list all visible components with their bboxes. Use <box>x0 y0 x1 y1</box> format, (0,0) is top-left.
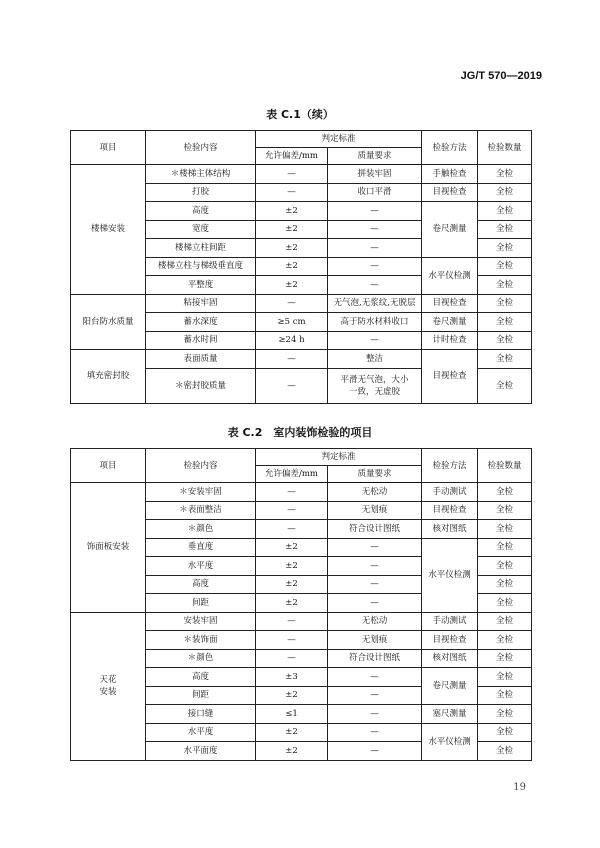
cell-quality: 无松动 <box>328 612 422 631</box>
cell-content: 水平度 <box>146 557 256 576</box>
cell-quality: — <box>328 575 422 594</box>
cell-quantity: 全检 <box>478 313 532 332</box>
col-header-item: 项目 <box>71 131 146 165</box>
cell-tolerance: — <box>256 501 328 520</box>
cell-quantity: 全检 <box>478 368 532 403</box>
cell-content: 间距 <box>146 686 256 705</box>
cell-tolerance: — <box>256 294 328 313</box>
cell-content: 水平面度 <box>146 742 256 761</box>
cell-content: 打胶 <box>146 183 256 202</box>
cell-quality: — <box>328 557 422 576</box>
cell-method: 目视检查 <box>422 183 478 202</box>
cell-quality: 拼装牢固 <box>328 165 422 184</box>
cell-tolerance: ±2 <box>256 686 328 705</box>
cell-quantity: 全检 <box>478 705 532 724</box>
cell-content: 安装牢固 <box>146 612 256 631</box>
col-header-tolerance: 允许偏差/mm <box>256 466 328 483</box>
cell-content: ＊表面整洁 <box>146 501 256 520</box>
group-label: 填充密封胶 <box>71 350 146 404</box>
cell-quality: — <box>328 705 422 724</box>
table-row <box>71 612 532 631</box>
col-header-criteria: 判定标准 <box>256 131 422 148</box>
cell-content: 高度 <box>146 202 256 221</box>
cell-tolerance: ≥5 cm <box>256 313 328 332</box>
cell-quantity: 全检 <box>478 723 532 742</box>
cell-method: 塞尺测量 <box>422 705 478 724</box>
cell-tolerance: — <box>256 520 328 539</box>
cell-tolerance: ±2 <box>256 557 328 576</box>
cell-content: 高度 <box>146 668 256 687</box>
cell-quality <box>328 368 422 403</box>
cell-tolerance: — <box>256 368 328 403</box>
col-header-tolerance: 允许偏差/mm <box>256 148 328 165</box>
cell-quality: 无划痕 <box>328 501 422 520</box>
table-c1 <box>70 130 532 404</box>
group-label: 阳台防水质量 <box>71 294 146 350</box>
cell-quality: — <box>328 723 422 742</box>
col-header-quality: 质量要求 <box>328 148 422 165</box>
cell-content: ＊密封胶质量 <box>146 368 256 403</box>
cell-content: 粘接牢固 <box>146 294 256 313</box>
cell-quantity: 全检 <box>478 239 532 258</box>
cell-quality: — <box>328 594 422 613</box>
cell-quality: — <box>328 239 422 258</box>
cell-method: 手动测试 <box>422 612 478 631</box>
cell-content: 水平度 <box>146 723 256 742</box>
cell-quality-line: 平滑无气泡，大小 <box>340 374 409 385</box>
cell-method-merged: 水平仪检测 <box>422 723 478 760</box>
cell-method: 目视检查 <box>422 631 478 650</box>
cell-quantity: 全检 <box>478 276 532 295</box>
cell-quality: — <box>328 538 422 557</box>
cell-content: ＊颜色 <box>146 649 256 668</box>
cell-tolerance: ±2 <box>256 575 328 594</box>
cell-quality: — <box>328 220 422 239</box>
cell-content: ＊安装牢固 <box>146 483 256 502</box>
cell-tolerance: ±2 <box>256 202 328 221</box>
cell-tolerance: ±2 <box>256 239 328 258</box>
cell-content: ＊装饰面 <box>146 631 256 650</box>
col-header-quantity: 检验数量 <box>478 131 532 165</box>
col-header-method: 检验方法 <box>422 449 478 483</box>
cell-tolerance: — <box>256 183 328 202</box>
cell-quantity: 全检 <box>478 668 532 687</box>
cell-method-merged: 卷尺测量 <box>422 202 478 258</box>
cell-tolerance: ±2 <box>256 276 328 295</box>
cell-method-merged: 水平仪检测 <box>422 538 478 612</box>
cell-tolerance: — <box>256 350 328 369</box>
cell-quantity: 全检 <box>478 202 532 221</box>
cell-quantity: 全检 <box>478 331 532 350</box>
cell-content: 蓄水时间 <box>146 331 256 350</box>
cell-content: 楼梯立柱与梯级垂直度 <box>146 257 256 276</box>
cell-quality: 符合设计图纸 <box>328 649 422 668</box>
cell-content: 表面质量 <box>146 350 256 369</box>
table2-caption: 表 C.2 室内装饰检验的项目 <box>227 426 373 439</box>
cell-tolerance: ±2 <box>256 538 328 557</box>
col-header-criteria: 判定标准 <box>256 449 422 466</box>
table-row <box>71 350 532 369</box>
cell-method: 核对图纸 <box>422 520 478 539</box>
table-row <box>71 483 532 502</box>
cell-quantity: 全检 <box>478 165 532 184</box>
col-header-quantity: 检验数量 <box>478 449 532 483</box>
cell-quality: — <box>328 331 422 350</box>
cell-quality-line: 一致，无虚胶 <box>349 386 401 397</box>
cell-tolerance: ±2 <box>256 742 328 761</box>
cell-method: 目视检查 <box>422 501 478 520</box>
cell-quality: 高于防水材料收口 <box>328 313 422 332</box>
cell-content: 接口缝 <box>146 705 256 724</box>
cell-content: 楼梯立柱间距 <box>146 239 256 258</box>
group-label-line: 天花 <box>99 675 117 685</box>
cell-quantity: 全检 <box>478 294 532 313</box>
group-label: 楼梯安装 <box>71 165 146 295</box>
cell-quantity: 全检 <box>478 257 532 276</box>
table-row <box>71 294 532 313</box>
cell-quantity: 全检 <box>478 183 532 202</box>
col-header-content: 检验内容 <box>146 449 256 483</box>
cell-quality: 整洁 <box>328 350 422 369</box>
group-label <box>71 612 146 760</box>
cell-tolerance: — <box>256 631 328 650</box>
cell-quality: 符合设计图纸 <box>328 520 422 539</box>
cell-method-merged: 卷尺测量 <box>422 668 478 705</box>
cell-quantity: 全检 <box>478 483 532 502</box>
col-header-content: 检验内容 <box>146 131 256 165</box>
cell-content: 垂直度 <box>146 538 256 557</box>
cell-tolerance: ≤1 <box>256 705 328 724</box>
cell-quality: — <box>328 257 422 276</box>
cell-quantity: 全检 <box>478 538 532 557</box>
cell-content: 间距 <box>146 594 256 613</box>
cell-quality: 收口平滑 <box>328 183 422 202</box>
cell-quality: — <box>328 742 422 761</box>
cell-tolerance: ±2 <box>256 220 328 239</box>
cell-quality: — <box>328 686 422 705</box>
table-row <box>71 165 532 184</box>
cell-method: 手触检查 <box>422 165 478 184</box>
group-label: 饰面板安装 <box>71 483 146 613</box>
cell-content: 蓄水深度 <box>146 313 256 332</box>
cell-tolerance: ±2 <box>256 257 328 276</box>
cell-method: 目视检查 <box>422 294 478 313</box>
group-label-line: 安装 <box>99 687 117 697</box>
cell-quantity: 全检 <box>478 612 532 631</box>
cell-method-merged: 目视检查 <box>422 350 478 404</box>
cell-quantity: 全检 <box>478 686 532 705</box>
cell-tolerance: ≥24 h <box>256 331 328 350</box>
cell-content: 高度 <box>146 575 256 594</box>
cell-quantity: 全检 <box>478 501 532 520</box>
cell-quantity: 全检 <box>478 520 532 539</box>
cell-method: 计时检查 <box>422 331 478 350</box>
cell-content: 宽度 <box>146 220 256 239</box>
cell-method-merged: 水平仪检测 <box>422 257 478 294</box>
standard-code: JG/T 570—2019 <box>460 70 542 82</box>
table1-caption: 表 C.1（续） <box>266 108 334 121</box>
cell-quantity: 全检 <box>478 575 532 594</box>
cell-quality: 无气泡,无浆纹,无脱层 <box>328 294 422 313</box>
cell-quantity: 全检 <box>478 350 532 369</box>
cell-quantity: 全检 <box>478 631 532 650</box>
table-c2 <box>70 448 532 761</box>
cell-method: 卷尺测量 <box>422 313 478 332</box>
cell-quantity: 全检 <box>478 649 532 668</box>
cell-quantity: 全检 <box>478 557 532 576</box>
cell-content: ＊颜色 <box>146 520 256 539</box>
cell-tolerance: — <box>256 483 328 502</box>
cell-tolerance: — <box>256 649 328 668</box>
cell-quality: 无划痕 <box>328 631 422 650</box>
col-header-method: 检验方法 <box>422 131 478 165</box>
cell-quantity: 全检 <box>478 594 532 613</box>
col-header-item: 项目 <box>71 449 146 483</box>
cell-quantity: 全检 <box>478 742 532 761</box>
cell-quality: — <box>328 202 422 221</box>
cell-content: ＊楼梯主体结构 <box>146 165 256 184</box>
cell-quality: — <box>328 276 422 295</box>
cell-tolerance: ±2 <box>256 723 328 742</box>
cell-quantity: 全检 <box>478 220 532 239</box>
cell-quality: 无松动 <box>328 483 422 502</box>
cell-method: 核对图纸 <box>422 649 478 668</box>
cell-tolerance: — <box>256 612 328 631</box>
cell-quality: — <box>328 668 422 687</box>
page-number: 19 <box>513 782 526 793</box>
cell-tolerance: ±3 <box>256 668 328 687</box>
col-header-quality: 质量要求 <box>328 466 422 483</box>
cell-content: 平整度 <box>146 276 256 295</box>
cell-tolerance: ±2 <box>256 594 328 613</box>
cell-tolerance: — <box>256 165 328 184</box>
cell-method: 手动测试 <box>422 483 478 502</box>
